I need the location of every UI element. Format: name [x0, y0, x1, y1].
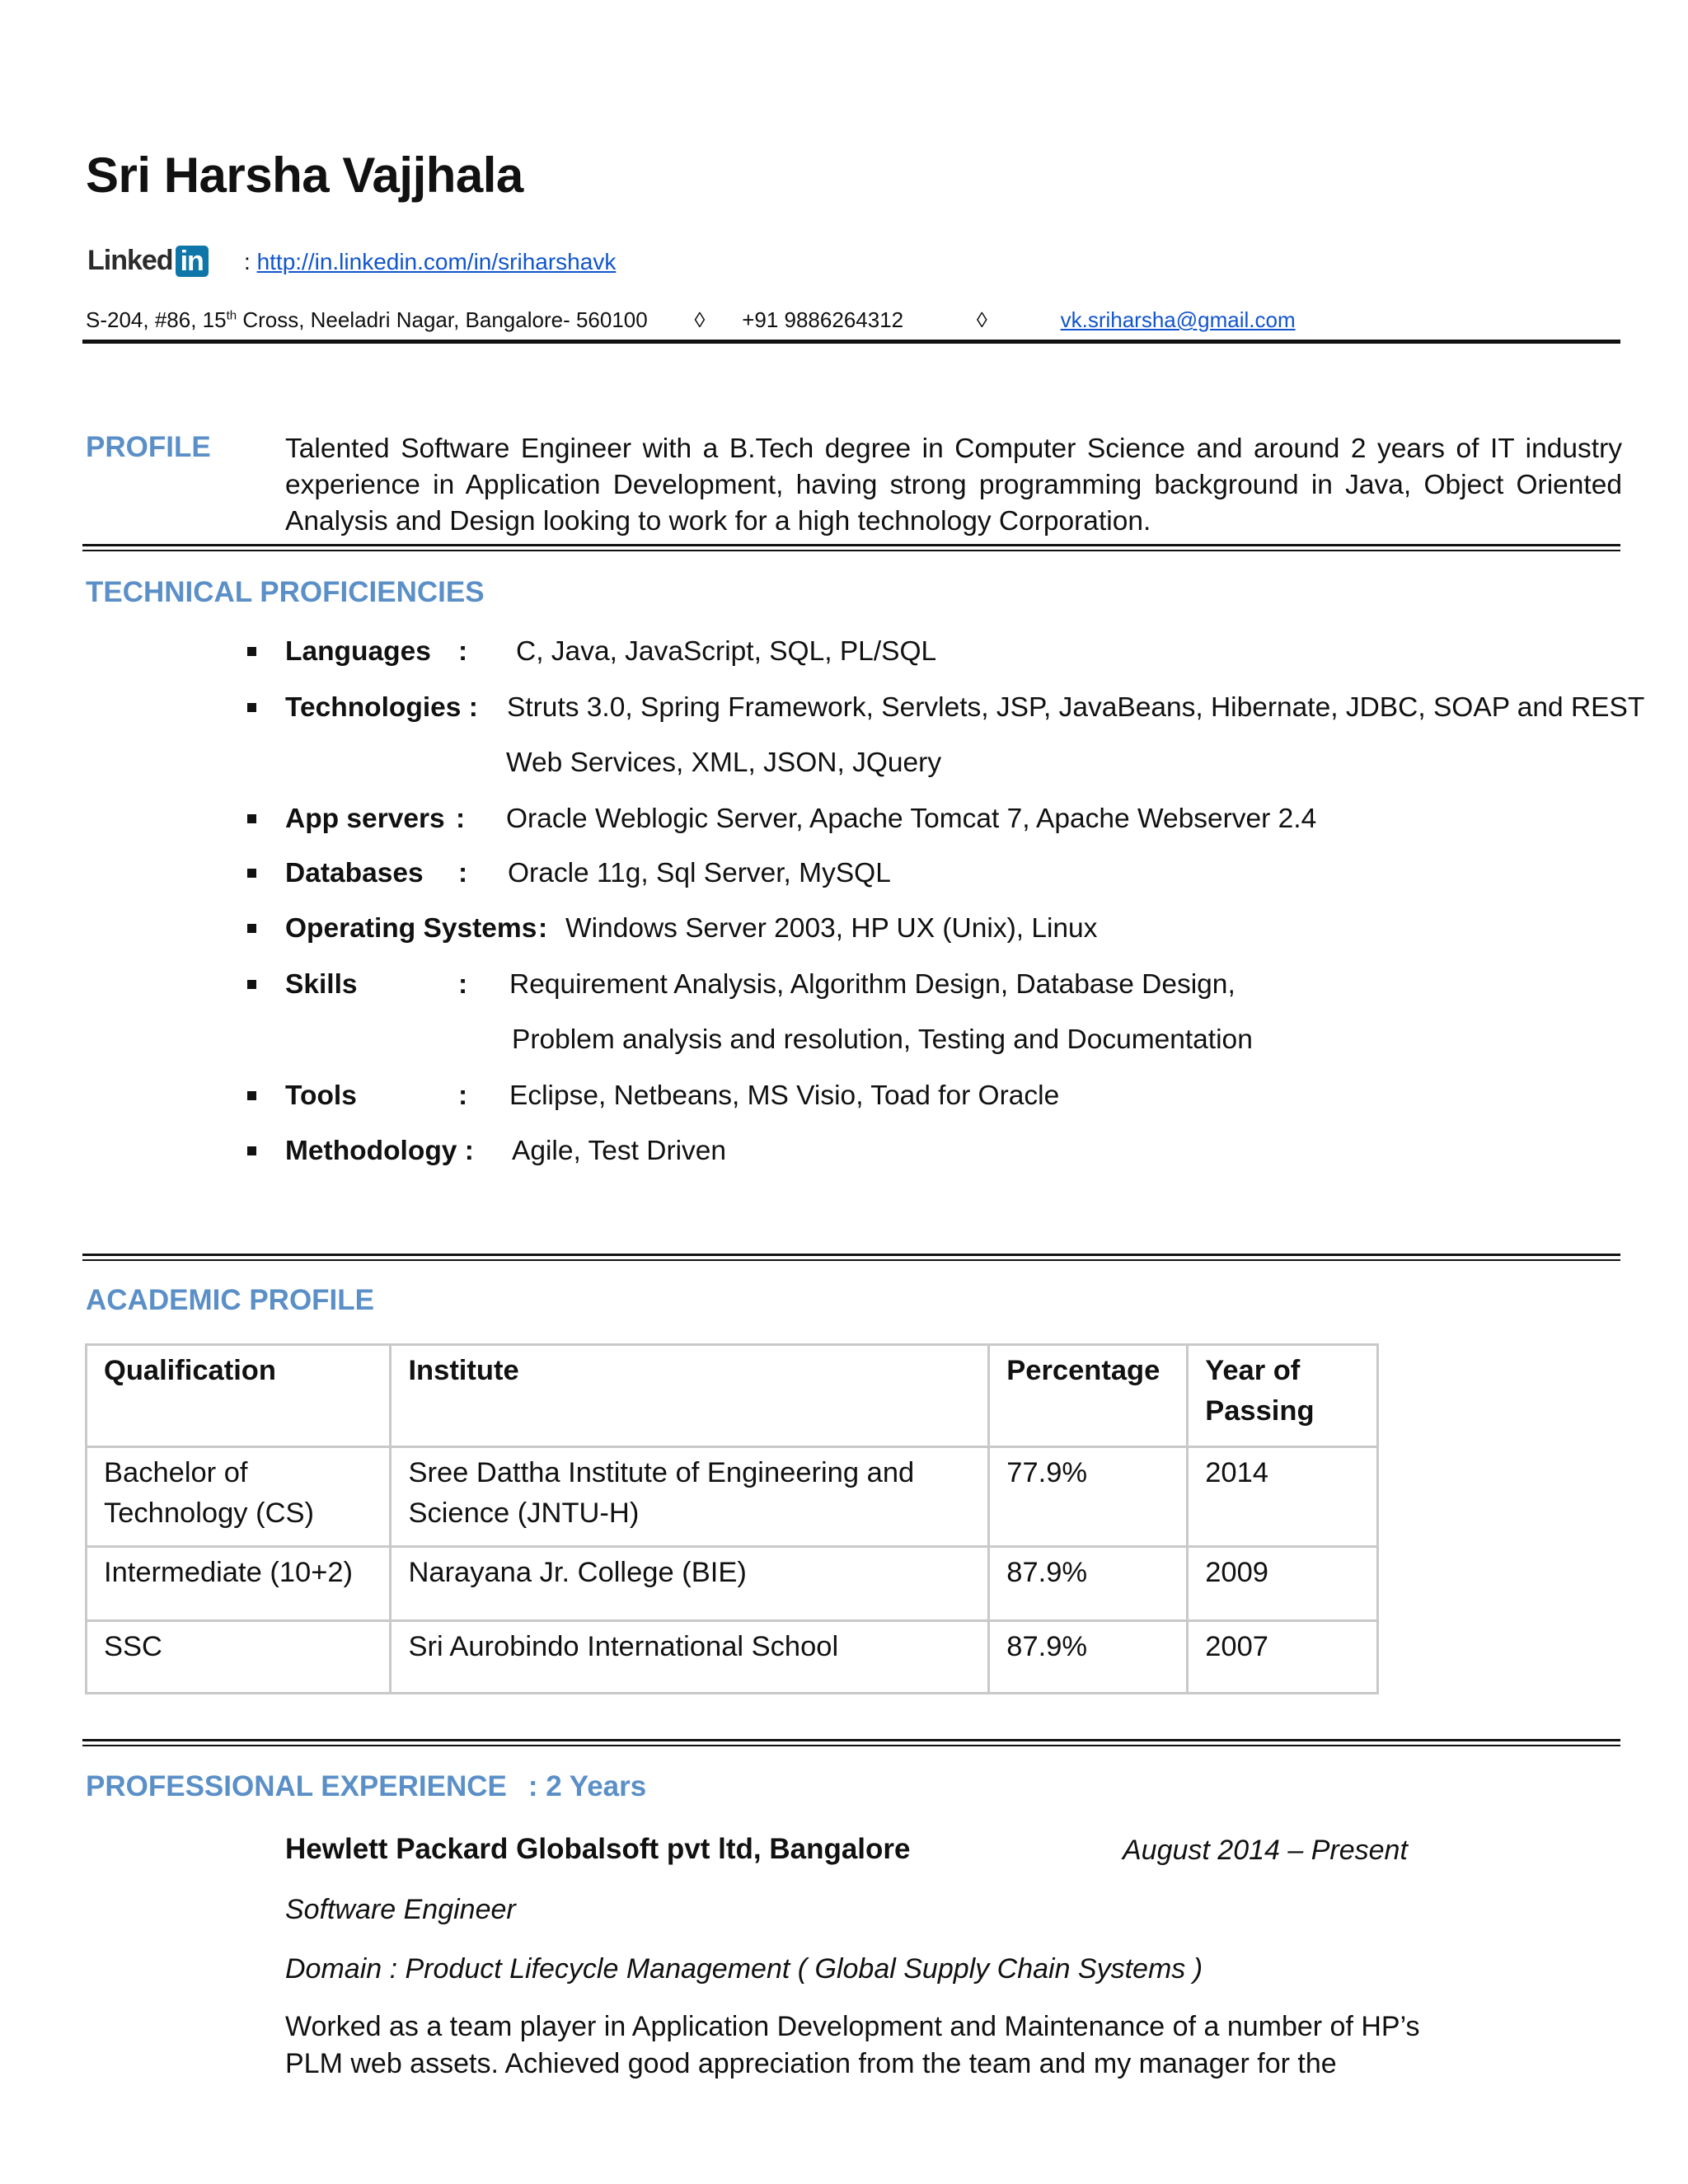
experience-heading [86, 1770, 646, 1803]
contact-line [86, 307, 1296, 333]
email-link[interactable]: vk.sriharsha@gmail.com [1060, 307, 1296, 332]
column-header: Percentage [989, 1345, 1188, 1447]
column-header: Qualification [87, 1345, 391, 1447]
bullet-icon [247, 980, 256, 989]
table-cell: 2009 [1188, 1547, 1378, 1621]
skill-colon: : [458, 969, 468, 1000]
skill-value: Oracle 11g, Sql Server, MySQL [508, 858, 891, 888]
skill-value: Windows Server 2003, HP UX (Unix), Linux [565, 913, 1098, 944]
experience-title: PROFESSIONAL EXPERIENCE [86, 1770, 507, 1802]
table-cell: 87.9% [989, 1621, 1188, 1694]
header-divider [82, 340, 1620, 344]
linkedin-line [244, 249, 616, 275]
bullet-icon [247, 924, 256, 933]
column-header: Institute [391, 1345, 989, 1447]
skill-colon: : [458, 636, 468, 667]
linkedin-link[interactable]: http://in.linkedin.com/in/sriharshavk [256, 249, 617, 274]
skill-colon: : [458, 1080, 468, 1111]
skill-value-cont: Problem analysis and resolution, Testing and Documentation [512, 1024, 1253, 1055]
table-cell: 2014 [1188, 1447, 1378, 1547]
table-row [87, 1547, 1378, 1621]
bullet-icon [247, 1091, 256, 1100]
phone: +91 9886264312 [742, 307, 904, 332]
linkedin-logo-box: in [176, 246, 209, 277]
skill-label: App servers [285, 804, 445, 834]
bullet-icon [247, 814, 256, 823]
skill-value: C, Java, JavaScript, SQL, PL/SQL [516, 636, 937, 667]
job-title: Software Engineer [285, 1894, 516, 1925]
academic-heading: ACADEMIC PROFILE [86, 1284, 374, 1316]
table-cell: Intermediate (10+2) [87, 1547, 391, 1621]
bullet-icon [247, 647, 256, 656]
address-prefix: S-204, #86, 15 [86, 307, 227, 332]
job-description: Worked as a team player in Application Development and Maintenance of a number of HP’s PLM web assets. Achieved good appreciation from the team and my manager for the [285, 2011, 1420, 2079]
table-cell: SSC [87, 1621, 391, 1694]
table-cell: 87.9% [989, 1547, 1188, 1621]
skill-colon: : [458, 858, 468, 888]
profile-heading: PROFILE [86, 431, 211, 463]
table-cell: Bachelor of Technology (CS) [87, 1447, 391, 1547]
column-header: Year of Passing [1188, 1345, 1378, 1447]
skill-colon: : [538, 913, 548, 944]
skill-label: Databases [285, 858, 424, 888]
table-header-row [87, 1345, 1378, 1447]
address-sup: th [226, 308, 237, 323]
bullet-icon [247, 703, 256, 712]
linkedin-icon [87, 245, 209, 277]
skill-label: Tools [285, 1080, 357, 1111]
table-cell: Sri Aurobindo International School [391, 1621, 989, 1694]
table-cell: Sree Dattha Institute of Engineering and Science (JNTU-H) [391, 1447, 989, 1547]
section-divider [82, 1254, 1620, 1261]
section-divider [82, 1739, 1620, 1746]
employment-dates: August 2014 – Present [1123, 1835, 1408, 1866]
academic-table [85, 1343, 1379, 1694]
bullet-icon [247, 869, 256, 878]
table-cell: 77.9% [989, 1447, 1188, 1547]
skill-value: Oracle Weblogic Server, Apache Tomcat 7, Apache Webserver 2.4 [506, 804, 1317, 834]
candidate-name: Sri Harsha Vajjhala [86, 148, 523, 203]
diamond-separator: ◊ [694, 307, 706, 332]
skill-label: Languages [285, 636, 431, 667]
address-suffix: Cross, Neeladri Nagar, Bangalore- 560100 [237, 307, 648, 332]
section-divider [82, 544, 1620, 551]
skill-value-cont: Web Services, XML, JSON, JQuery [506, 748, 942, 778]
skill-value: Eclipse, Netbeans, MS Visio, Toad for Oracle [509, 1080, 1060, 1111]
skill-label: Technologies : [285, 692, 478, 723]
skill-colon: : [456, 804, 466, 834]
skill-value: Agile, Test Driven [512, 1136, 727, 1166]
table-row [87, 1447, 1378, 1547]
experience-duration: : 2 Years [528, 1770, 647, 1802]
address [86, 307, 648, 332]
employer-name: Hewlett Packard Globalsoft pvt ltd, Bangalore [285, 1833, 911, 1865]
skill-label: Operating Systems [285, 913, 537, 944]
bullet-icon [247, 1146, 256, 1155]
skill-label: Skills [285, 969, 358, 1000]
table-cell: Narayana Jr. College (BIE) [391, 1547, 989, 1621]
table-cell: 2007 [1188, 1621, 1378, 1694]
skill-value: Struts 3.0, Spring Framework, Servlets, JSP, JavaBeans, Hibernate, JDBC, SOAP and REST [507, 692, 1645, 723]
skill-value: Requirement Analysis, Algorithm Design, Database Design, [509, 969, 1236, 1000]
job-domain: Domain : Product Lifecycle Management ( Global Supply Chain Systems ) [285, 1953, 1203, 1985]
technical-heading: TECHNICAL PROFICIENCIES [86, 576, 485, 608]
skill-label: Methodology : [285, 1136, 474, 1166]
table-row [87, 1621, 1378, 1694]
linkedin-logo-text: Linked [87, 245, 173, 276]
linkedin-separator: : [244, 249, 257, 274]
profile-summary: Talented Software Engineer with a B.Tech degree in Computer Science and around 2 years of IT industry experience in Application Development, having strong programming background in Java, Object Oriented Analysis and Design looking to work for a high technology Corporation. [285, 434, 1622, 537]
diamond-separator: ◊ [976, 307, 987, 332]
